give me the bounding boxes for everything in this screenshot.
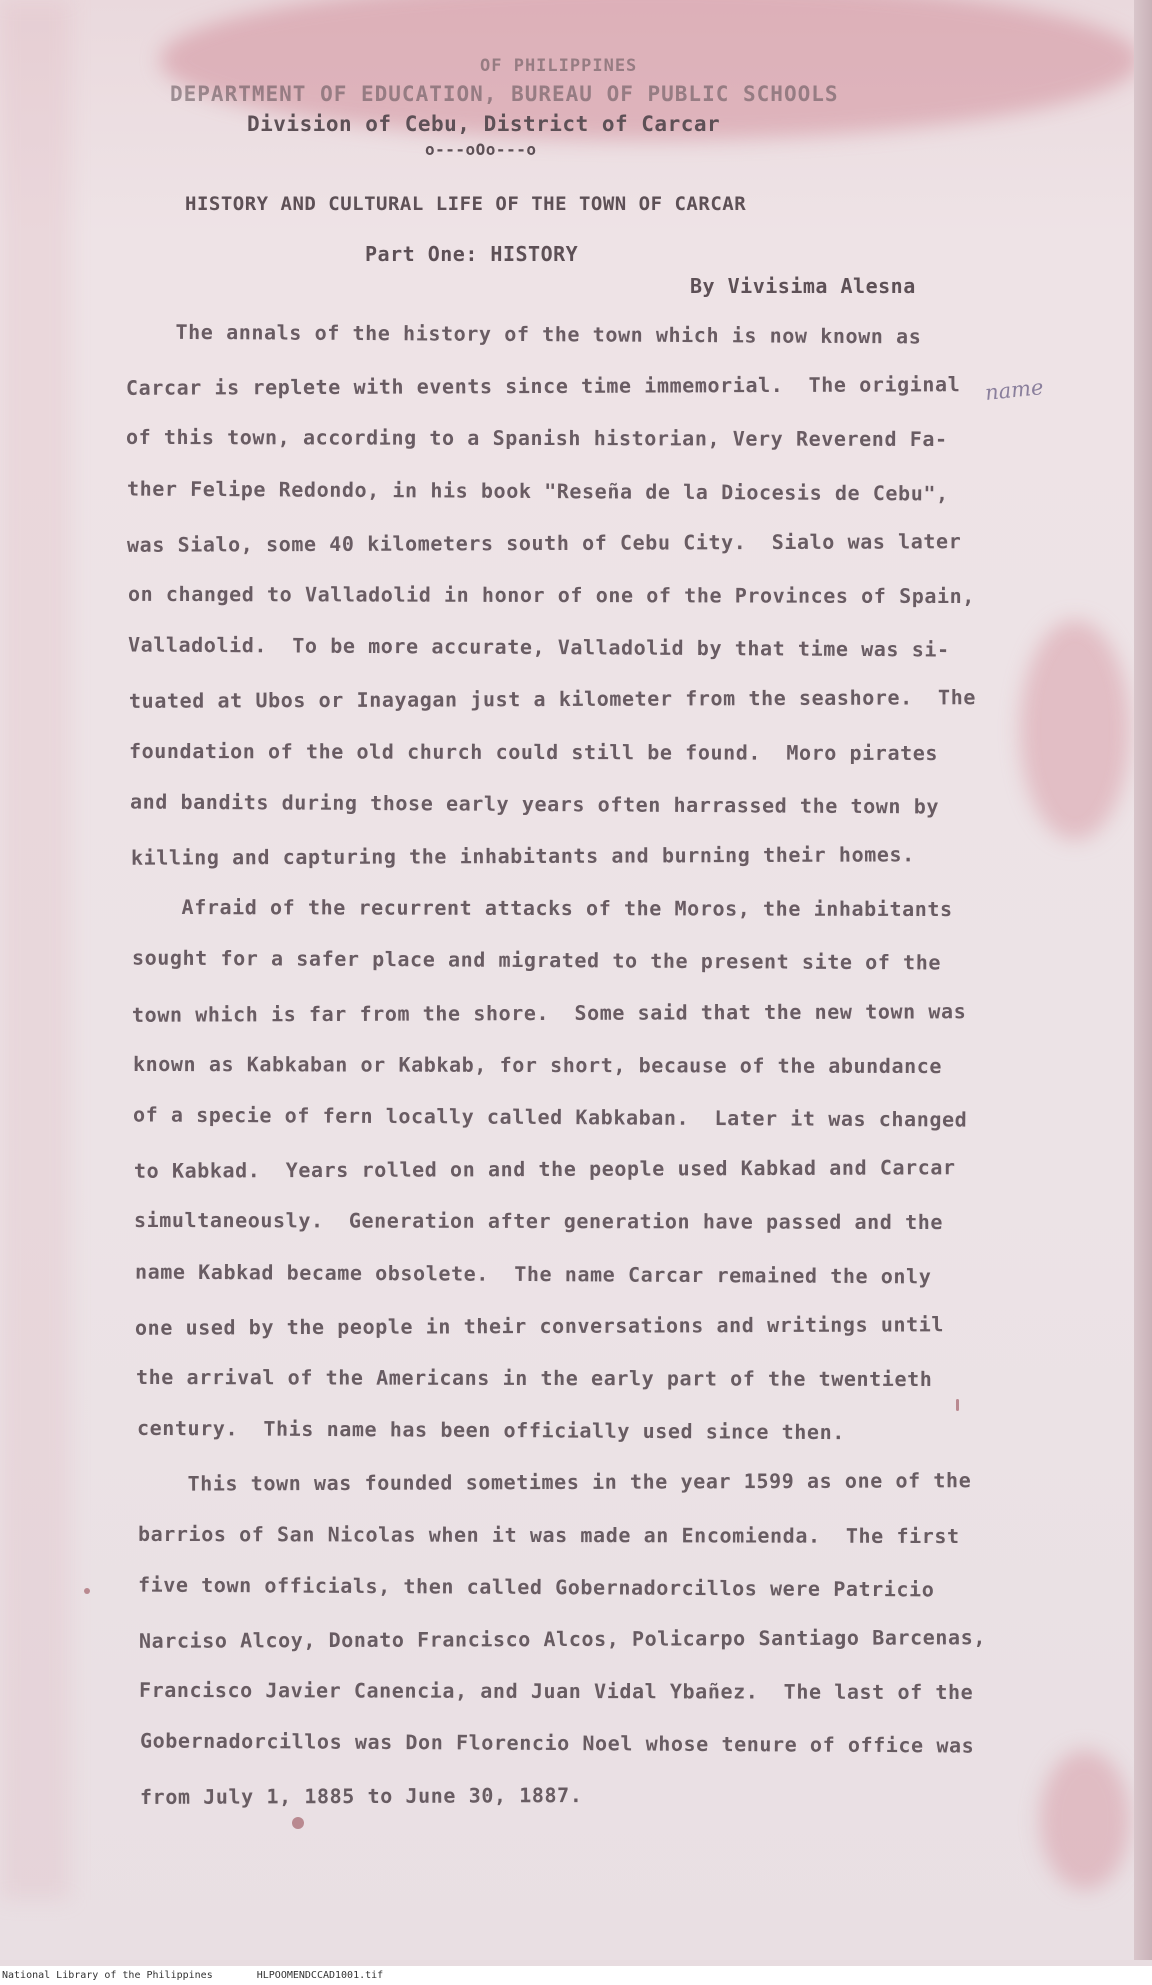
text-line: killing and capturing the inhabitants and burning their homes. — [130, 842, 915, 870]
text-line: known as Kabkaban or Kabkab, for short, because of the abundance — [132, 1051, 943, 1079]
part-heading: Part One: HISTORY — [365, 242, 579, 266]
header-line-1: OF PHILIPPINES — [480, 56, 638, 76]
text-line: century. This name has been officially used since then. — [136, 1415, 845, 1445]
division-line: Division of Cebu, District of Carcar — [247, 112, 721, 136]
text-line: Afraid of the recurrent attacks of the Moros, the inhabitants — [130, 894, 953, 922]
page-edge — [1134, 0, 1152, 1960]
text-line: of a specie of fern locally called Kabkaban. Later it was changed — [132, 1102, 968, 1132]
library-credit: National Library of the Philippines — [2, 1970, 213, 1981]
handwritten-note: name — [983, 375, 1045, 405]
stain-spot — [84, 1588, 90, 1594]
scan-footer — [0, 1966, 1152, 1985]
header-line-2: DEPARTMENT OF EDUCATION, BUREAU OF PUBLIC SCHOOLS — [170, 82, 839, 106]
text-line: ther Felipe Redondo, in his book "Reseña de la Diocesis de Cebu", — [126, 476, 949, 506]
file-id: HLPOOMENDCCAD1001.tif — [256, 1970, 384, 1981]
text-line: Narciso Alcoy, Donato Francisco Alcos, Policarpo Santiago Barcenas, — [138, 1625, 987, 1653]
text-line: five town officials, then called Gobernadorcillos were Patricio — [137, 1572, 935, 1602]
text-line: name Kabkad became obsolete. The name Carcar remained the only — [134, 1259, 932, 1289]
text-line: sought for a safer place and migrated to the present site of the — [131, 945, 942, 975]
text-line: one used by the people in their conversations and writings until — [134, 1312, 945, 1340]
stain-spot — [292, 1817, 304, 1829]
text-line: from July 1, 1885 to June 30, 1887. — [139, 1783, 583, 1809]
text-line: Carcar is replete with events since time immemorial. The original — [125, 372, 961, 400]
document-title: HISTORY AND CULTURAL LIFE OF THE TOWN OF CARCAR — [185, 193, 747, 215]
text-line: Gobernadorcillos was Don Florencio Noel whose tenure of office was — [139, 1728, 975, 1758]
text-line: and bandits during those early years often harrassed the town by — [129, 789, 940, 819]
separator: o---oOo---o — [425, 140, 537, 159]
right-stain-lower — [1040, 1750, 1130, 1890]
text-line: foundation of the old church could still be found. Moro pirates — [128, 738, 939, 766]
text-line: on changed to Valladolid in honor of one of the Provinces of Spain, — [127, 581, 975, 609]
text-line: of this town, according to a Spanish historian, Very Reverend Fa- — [125, 424, 948, 452]
text-line: Francisco Javier Canencia, and Juan Vidal Ybañez. The last of the — [138, 1677, 974, 1705]
text-line: The annals of the history of the town which is now known as — [124, 319, 922, 349]
text-line: tuated at Ubos or Inayagan just a kilometer from the seashore. The — [128, 685, 977, 713]
text-line: was Sialo, some 40 kilometers south of Cebu City. Sialo was later — [126, 529, 962, 557]
text-line: This town was founded sometimes in the year 1599 as one of the — [136, 1468, 972, 1496]
author-byline: By Vivisima Alesna — [690, 274, 916, 298]
text-line: Valladolid. To be more accurate, Valladolid by that time was si- — [127, 632, 950, 662]
pencil-mark — [956, 1399, 959, 1411]
text-line: to Kabkad. Years rolled on and the people used Kabkad and Carcar — [133, 1155, 956, 1183]
text-line: the arrival of the Americans in the early part of the twentieth — [135, 1364, 933, 1392]
text-line: simultaneously. Generation after generation have passed and the — [133, 1207, 944, 1235]
text-line: town which is far from the shore. Some said that the new town was — [131, 999, 967, 1027]
text-line: barrios of San Nicolas when it was made an Encomienda. The first — [137, 1521, 960, 1549]
right-stain — [1020, 620, 1130, 840]
discoloration — [0, 0, 70, 1900]
